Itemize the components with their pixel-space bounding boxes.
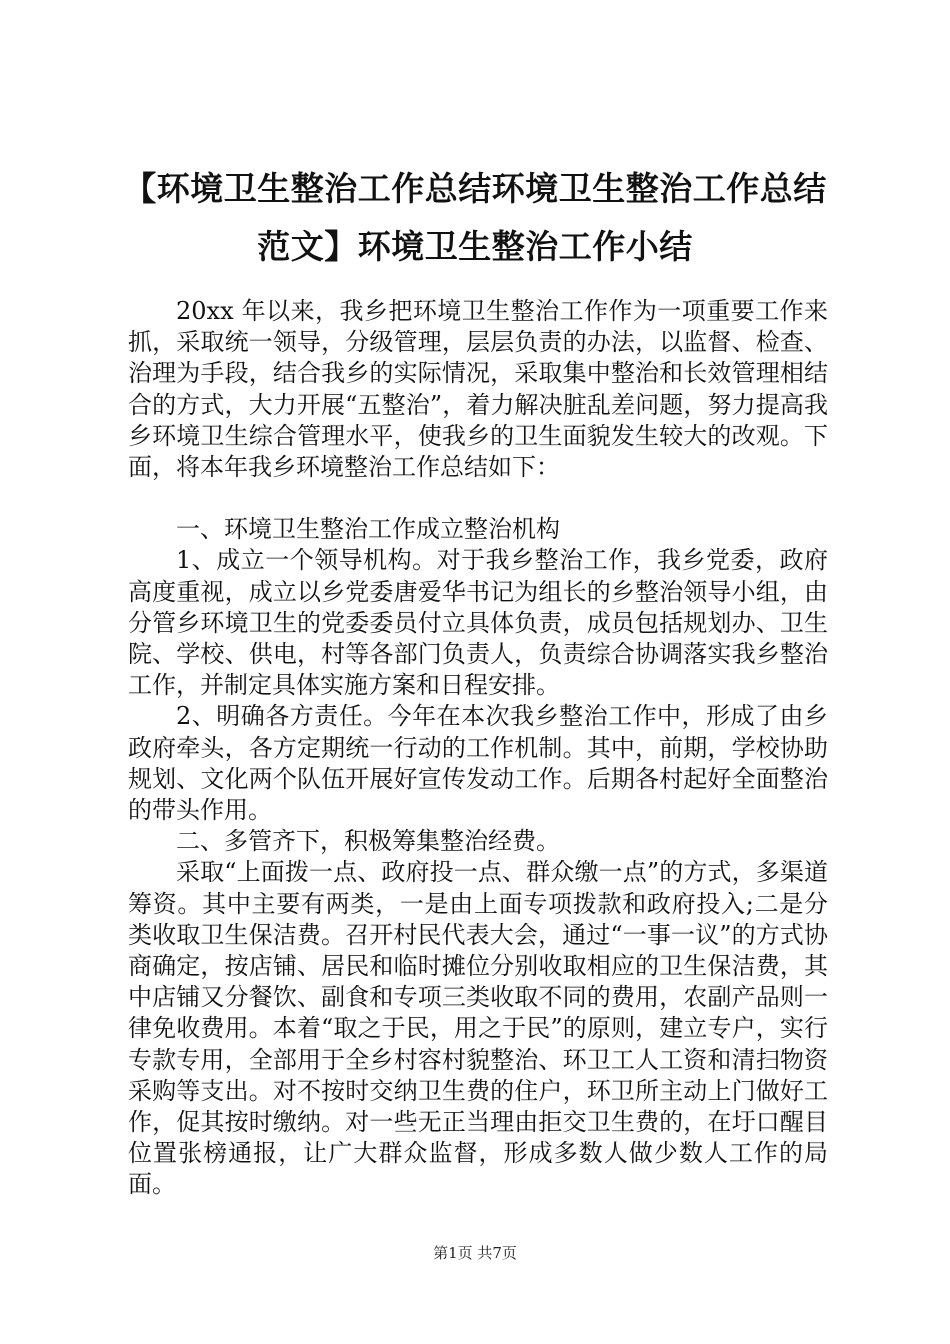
section-heading-1: 一、环境卫生整治工作成立整治机构 (176, 515, 560, 544)
document-title: 【环境卫生整治工作总结环境卫生整治工作总结范文】环境卫生整治工作小结 (123, 169, 827, 266)
paragraph-2: 采取“上面拨一点、政府投一点、群众缴一点”的方式，多渠道筹资。其中主要有两类，一是由上面专项拨款和政府投入;二是分类收取卫生保洁费。召开村民代表大会，通过“一事一议”的方式协商确定，按店铺、居民和临时摊位分别收取相应的卫生保洁费，其中店铺又分餐饮、副食和专项三类收取不同的费用，农副产品则一律免收费用。本着“取之于民，用之于民”的原则，建立专户，实行专款专用，全部用于全乡村容村貌整治、环卫工人工资和清扫物资采购等支出。对不按时交纳卫生费的住户，环卫所主动上门做好工作，促其按时缴纳。对一些无正当理由拒交卫生费的，在圩口醒目位置张榜通报，让广大群众监督，形成多数人做少数人工作的局面。 (128, 858, 828, 1199)
paragraph-1-1: 1、成立一个领导机构。对于我乡整治工作，我乡党委，政府高度重视，成立以乡党委唐爱华书记为组长的乡整治领导小组，由分管乡环境卫生的党委委员付立具体负责，成员包括规划办、卫生院、学校、供电，村等各部门负责人，负责综合协调落实我乡整治工作，并制定具体实施方案和日程安排。 (128, 546, 828, 700)
paragraph-intro: 20xx 年以来，我乡把环境卫生整治工作作为一项重要工作来抓，采取统一领导，分级管理，层层负责的办法，以监督、检查、治理为手段，结合我乡的实际情况，采取集中整治和长效管理相结合的方式，大力开展“五整治”，着力解决脏乱差问题，努力提高我乡环境卫生综合管理水平，使我乡的卫生面貌发生较大的改观。下面，将本年我乡环境整治工作总结如下： (128, 297, 828, 482)
section-heading-2: 二、多管齐下，积极筹集整治经费。 (176, 827, 560, 856)
document-body (128, 296, 828, 1201)
paragraph-1-2: 2、明确各方责任。今年在本次我乡整治工作中，形成了由乡政府牵头，各方定期统一行动的工作机制。其中，前期，学校协助规划、文化两个队伍开展好宣传发动工作。后期各村起好全面整治的带头作用。 (128, 702, 828, 825)
page-indicator: 第1页 共7页 (433, 1244, 517, 1262)
